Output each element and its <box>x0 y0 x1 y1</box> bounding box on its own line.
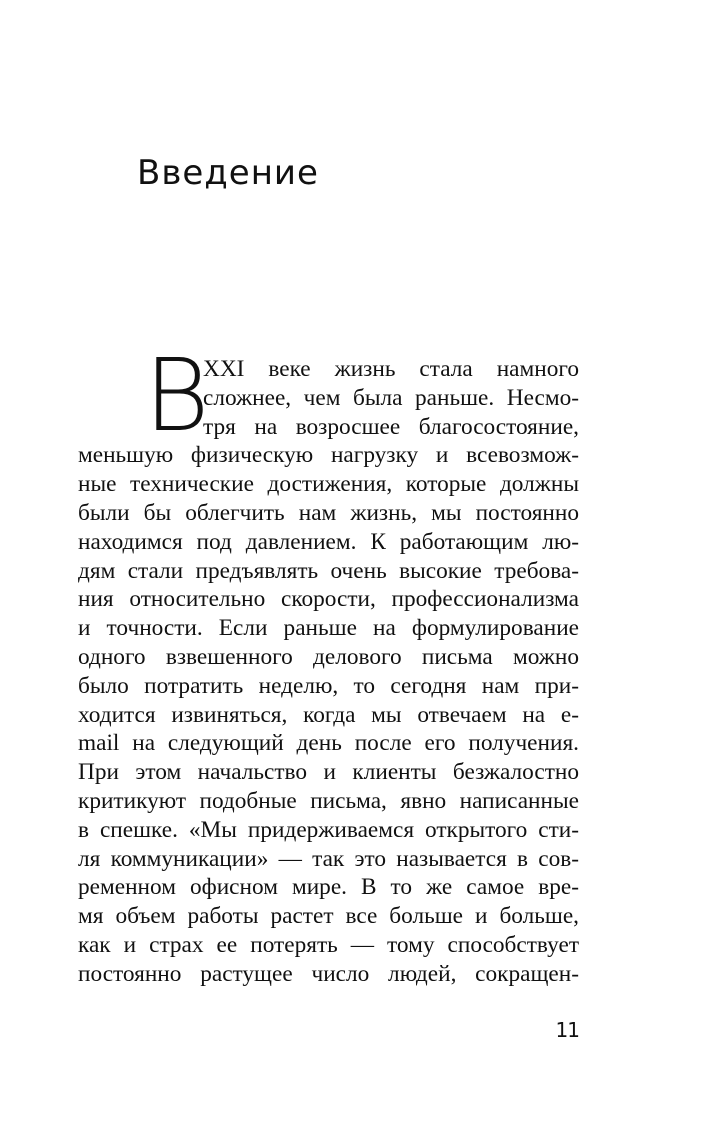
text-line: При этом начальство и клиенты безжалостно <box>78 759 579 786</box>
text-line: ния относительно скорости, профессионализма <box>78 586 579 613</box>
text-line: и точности. Если раньше на формулирование <box>78 615 579 642</box>
text-line: тря на возросшее благосостояние, <box>203 413 579 440</box>
text-line: как и страх ее потерять — тому способствует <box>78 931 579 958</box>
text-line: мя объем работы растет все больше и больше, <box>78 903 579 930</box>
text-line: mail на следующий день после его получения. <box>78 730 579 757</box>
text-line: меньшую физическую нагрузку и всевозмож- <box>78 442 579 469</box>
text-line: ные технические достижения, которые должны <box>78 471 579 498</box>
page-number: 11 <box>555 1018 579 1042</box>
text-line: ля коммуникации» — так это называется в сов- <box>78 845 579 872</box>
text-line: одного взвешенного делового письма можно <box>78 643 579 670</box>
body-paragraph <box>78 355 579 989</box>
drop-cap: В <box>144 337 210 454</box>
text-line: постоянно растущее число людей, сокращен- <box>78 960 579 987</box>
text-line: были бы облегчить нам жизнь, мы постоянно <box>78 499 579 526</box>
text-line: в спешке. «Мы придерживаемся открытого сти- <box>78 816 579 843</box>
text-line: ходится извиняться, когда мы отвечаем на e- <box>78 701 579 728</box>
chapter-heading: Введение <box>137 153 319 193</box>
text-line: находимся под давлением. К работающим лю- <box>78 528 579 555</box>
text-line: было потратить неделю, то сегодня нам при- <box>78 672 579 699</box>
text-line: сложнее, чем была раньше. Несмо- <box>203 384 579 411</box>
text-line: XXI веке жизнь стала намного <box>203 356 579 382</box>
text-line: дям стали предъявлять очень высокие требова- <box>78 557 579 584</box>
text-line: критикуют подобные письма, явно написанные <box>78 787 579 814</box>
text-line: ременном офисном мире. В то же самое вре- <box>78 874 579 901</box>
